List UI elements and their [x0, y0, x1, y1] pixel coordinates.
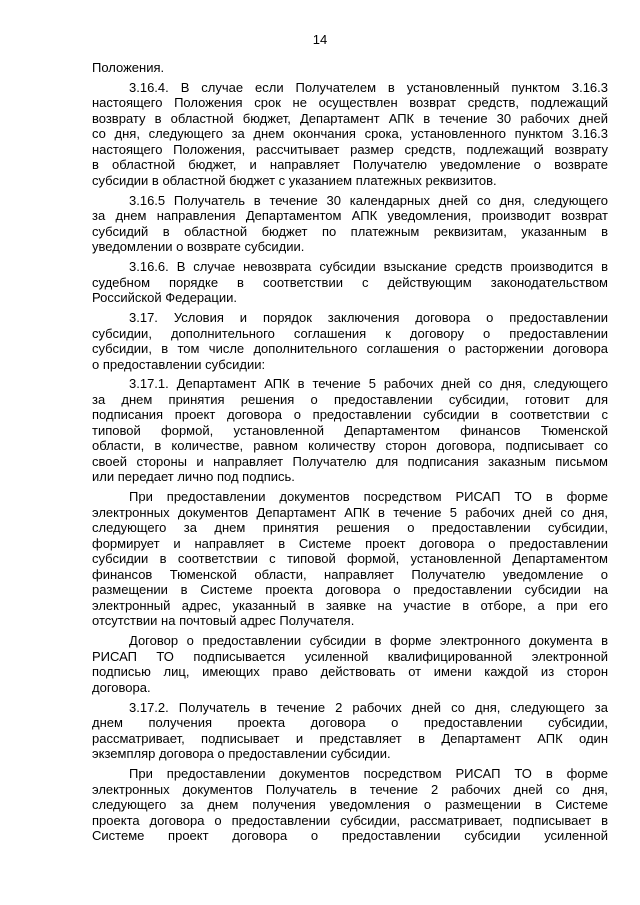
text-line: Положения. [92, 60, 165, 75]
text-line: следующего за днем принятия решения о предоставлении субсидии, [92, 520, 608, 536]
text-line: уведомлении о возврате субсидии. [92, 239, 305, 255]
text-line: 3.16.5 Получатель в течение 30 календарных дней со дня, следующего [129, 192, 608, 208]
text-line: 3.17. Условия и порядок заключения договора о предоставлении [129, 310, 608, 326]
paragraph [92, 633, 608, 695]
text-line: за днем принятия решения о предоставлении субсидии, готовит для [92, 391, 608, 407]
text-line: финансов Тюменской области, направляет Получателю уведомление о [92, 566, 608, 582]
text-line: возврату в областной бюджет, Департамент АПК в течение 30 рабочих дней [92, 110, 608, 126]
text-line: проекта договора о предоставлении субсидии, рассматривает, подписывает в [92, 812, 608, 828]
text-line: подписания проект договора о предоставлении субсидии в соответствии с [92, 407, 608, 423]
text-line: 3.16.6. В случае невозврата субсидии взыскание средств производится в [129, 259, 608, 275]
paragraph [92, 489, 608, 629]
text-line: При предоставлении документов посредством РИСАП ТО в форме [129, 489, 608, 505]
text-line: следующего за днем получения уведомления о размещении в Системе [92, 797, 608, 813]
text-line: в областной бюджет, и направляет Получателю уведомление о возврате [92, 157, 608, 173]
text-line: субсидий в областной бюджет по платежным реквизитам, указанным в [92, 223, 608, 239]
paragraph [92, 80, 608, 189]
text-line: рассматривает, подписывает и представляет в Департамент АПК один [92, 730, 608, 746]
paragraph [92, 376, 608, 485]
text-line: настоящего Положения, рассчитывает размер средств, подлежащий возврату [92, 141, 608, 157]
text-line: отсутствии на почтовый адрес Получателя. [92, 613, 355, 629]
text-line: При предоставлении документов посредством РИСАП ТО в форме [129, 766, 608, 782]
document-body [92, 60, 608, 848]
page-number: 14 [312, 32, 328, 47]
paragraph [92, 259, 608, 306]
text-line: 3.16.4. В случае если Получателем в установленный пунктом 3.16.3 [129, 79, 608, 95]
paragraph [92, 310, 608, 372]
text-line: или передает лично под подпись. [92, 469, 295, 485]
text-line: размещении в Системе проекта договора о предоставлении субсидии на [92, 582, 608, 598]
text-line: судебном порядке в соответствии с действующим законодательством [92, 274, 608, 290]
text-line: формирует и направляет в Системе проект договора о предоставлении [92, 535, 608, 551]
text-line: электронный адрес, указанный в заявке на участие в отборе, а при его [92, 597, 608, 613]
text-line: электронных документов Получатель в течение 2 рабочих дней со дня, [92, 781, 608, 797]
text-line: субсидии в соответствии с типовой формой, установленной Департаментом [92, 551, 608, 567]
text-line: за днем направления Департаментом АПК уведомления, производит возврат [92, 208, 608, 224]
text-line: субсидии в областной бюджет с указанием платежных реквизитов. [92, 172, 497, 188]
text-line: 3.17.1. Департамент АПК в течение 5 рабочих дней со дня, следующего [129, 376, 608, 392]
paragraph [92, 700, 608, 762]
text-line: субсидии, дополнительного соглашения к договору о предоставлении [92, 325, 608, 341]
text-line: договора. [92, 679, 151, 695]
paragraph [92, 60, 608, 76]
text-line: типовой формой, установленной Департаментом финансов Тюменской [92, 422, 608, 438]
text-line: Системе проект договора о предоставлении субсидии усиленной [92, 828, 608, 844]
text-line: 3.17.2. Получатель в течение 2 рабочих дней со дня, следующего за [129, 699, 608, 715]
paragraph [92, 193, 608, 255]
text-line: со дня, следующего за днем окончания срока, установленного пунктом 3.16.3 [92, 126, 608, 142]
text-line: настоящего Положения срок не осуществлен возврат средств, подлежащий [92, 95, 608, 111]
text-line: электронных документов Департамент АПК в течение 5 рабочих дней со дня, [92, 504, 608, 520]
text-line: экземпляр договора о предоставлении субсидии. [92, 746, 391, 762]
text-line: Российской Федерации. [92, 290, 237, 306]
text-line: подписью лиц, имеющих право действовать от имени каждой из сторон [92, 664, 608, 680]
text-line: Договор о предоставлении субсидии в форме электронного документа в [129, 633, 608, 649]
text-line: РИСАП ТО подписывается усиленной квалифицированной электронной [92, 648, 608, 664]
text-line: области, в количестве, равном количеству сторон договора, подписывает со [92, 438, 608, 454]
text-line: о предоставлении субсидии: [92, 356, 266, 372]
paragraph [92, 766, 608, 844]
text-line: днем получения проекта договора о предоставлении субсидии, [92, 715, 608, 731]
text-line: субсидии, в том числе дополнительного соглашения о расторжении договора [92, 341, 608, 357]
text-line: своей стороны и направляет Получателю для подписания заказным письмом [92, 453, 608, 469]
